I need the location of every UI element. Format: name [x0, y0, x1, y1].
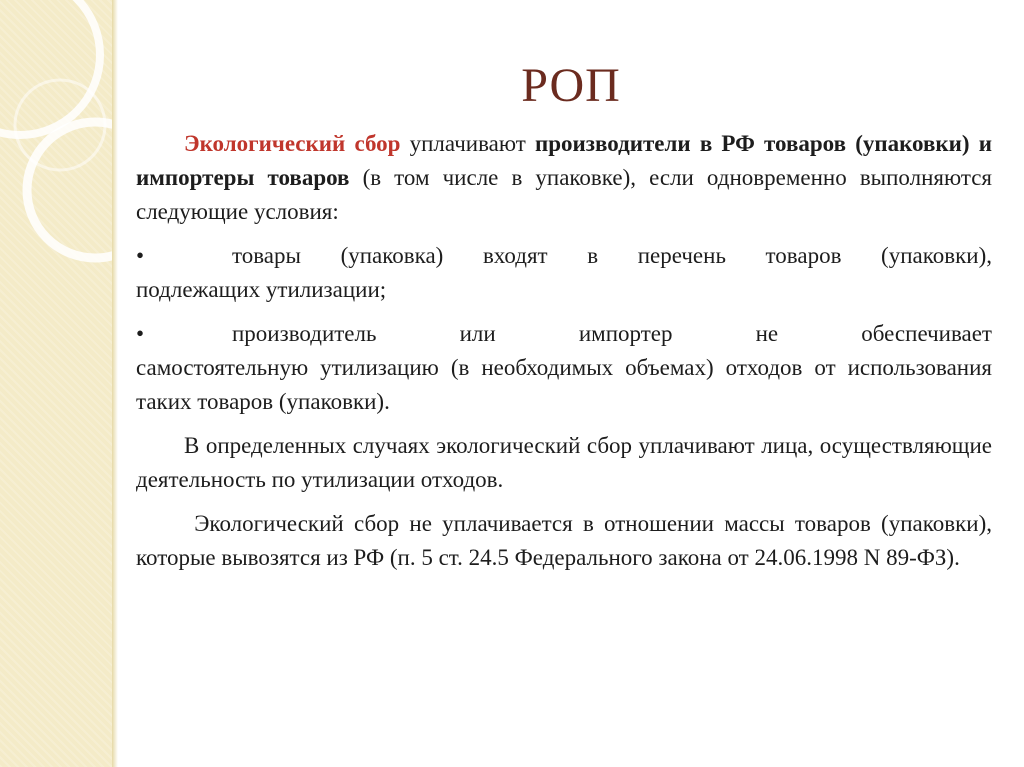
text-segment: уплачивают: [400, 131, 535, 156]
bullet-line: [232, 239, 992, 273]
slide-title: РОП: [521, 59, 621, 112]
bullet-continuation: самостоятельную утилизацию (в необходимых объемах) отходов от использования таких товаров (упаковки).: [136, 355, 992, 414]
bullet-first-line: производитель или импортер не обеспечивает: [232, 321, 992, 346]
highlight-eco-fee: Экологический сбор: [184, 131, 401, 156]
bullet-marker: •: [136, 321, 145, 346]
paragraph-exemption: Экологический сбор не уплачивается в отношении массы товаров (упаковки), которые вывозятся из РФ (п. 5 ст. 24.5 Федерального закона от 24.06.1998 N 89-ФЗ).: [136, 511, 998, 570]
bullet-first-line: товары (упаковка) входят в перечень товаров (упаковки),: [232, 243, 992, 268]
bullet-continuation: подлежащих утилизации;: [136, 277, 387, 302]
bullet-item: [136, 317, 992, 419]
slide-body: [136, 127, 998, 585]
paragraph-special-cases: В определенных случаях экологический сбор уплачивают лица, осуществляющие деятельность по утилизации отходов.: [136, 433, 992, 492]
text-segment: (в том числе в упаковке), если одновременно выполняются следующие условия:: [136, 165, 992, 224]
bold-segment: производители в РФ товаров (упаковки) и импортеры товаров: [136, 131, 992, 190]
bullet-item: [136, 239, 992, 307]
bullet-marker: •: [136, 243, 145, 268]
band-edge: [112, 0, 118, 767]
decorative-circles: [0, 0, 112, 767]
bullet-line: [232, 317, 992, 351]
paragraph-payers: [136, 127, 992, 229]
